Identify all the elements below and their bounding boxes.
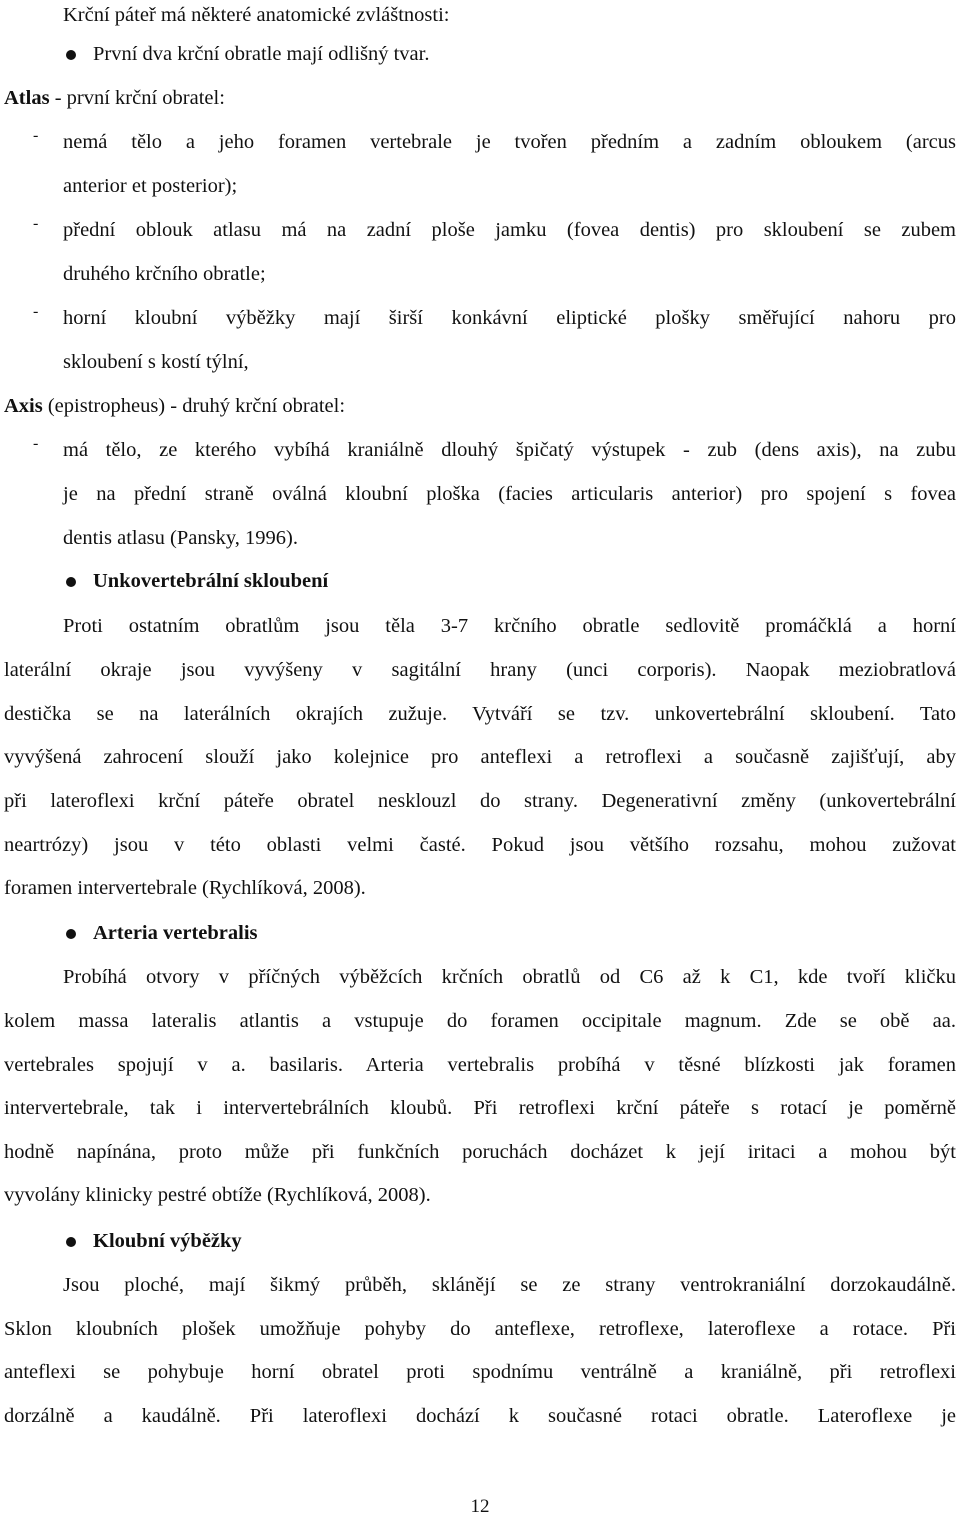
axis-heading-rest: (epistropheus) - druhý krční obratel:: [42, 395, 346, 417]
text-line: Jsou ploché, mají šikmý průběh, sklánějí se ze strany ventrokraniální dorzokaudálně.: [63, 1274, 956, 1296]
section-heading-text: Kloubní výběžky: [93, 1230, 242, 1252]
text-line: neartrózy) jsou v této oblasti velmi časté. Pokud jsou většího rozsahu, mohou zužovat: [4, 834, 956, 856]
atlas-heading-rest: - první krční obratel:: [49, 87, 225, 109]
text-line: intervertebrale, tak i intervertebrálních kloubů. Při retroflexi krční páteře s rotací je poměrně: [4, 1097, 956, 1119]
text-line: kolem massa lateralis atlantis a vstupuje do foramen occipitale magnum. Zde se obě aa.: [4, 1010, 956, 1032]
text-line: dorzálně a kaudálně. Při lateroflexi dochází k současné rotaci obratle. Lateroflexe je: [4, 1405, 956, 1427]
bullet-icon: [66, 575, 80, 589]
text-line: anteflexi se pohybuje horní obratel proti spodnímu ventrálně a kraniálně, při retroflexi: [4, 1361, 956, 1383]
text-line: skloubení s kostí týlní,: [63, 351, 249, 373]
bullet-item: První dva krční obratle mají odlišný tvar.: [93, 43, 430, 65]
bullet-icon: [66, 48, 80, 62]
text-line: vyvolány klinicky pestré obtíže (Rychlíková, 2008).: [4, 1184, 431, 1206]
text-line: anterior et posterior);: [63, 175, 238, 197]
atlas-heading: [4, 83, 956, 113]
bullet-icon: [66, 1235, 80, 1249]
text-line: Proti ostatním obratlům jsou těla 3-7 krčního obratle sedlovitě promáčklá a horní: [63, 615, 956, 637]
text-line: má tělo, ze kterého vybíhá kraniálně dlouhý špičatý výstupek - zub (dens axis), na zubu: [63, 439, 956, 461]
section-heading-text: Unkovertebrální skloubení: [93, 570, 329, 592]
text-line: dentis atlasu (Pansky, 1996).: [63, 527, 298, 549]
page-number: 12: [470, 1496, 490, 1517]
text-line: přední oblouk atlasu má na zadní ploše jamku (fovea dentis) pro skloubení se zubem: [63, 219, 956, 241]
dash-marker: -: [33, 303, 39, 320]
text-line: vyvýšená zahrocení slouží jako kolejnice pro anteflexi a retroflexi a současně zajišťují, aby: [4, 746, 956, 768]
text-line: druhého krčního obratle;: [63, 263, 266, 285]
text-line: při lateroflexi krční páteře obratel nesklouzl do strany. Degenerativní změny (unkovertebrální: [4, 790, 956, 812]
axis-label: Axis: [4, 395, 43, 417]
atlas-label: Atlas: [4, 87, 50, 109]
text-line: laterální okraje jsou vyvýšeny v sagitální hrany (unci corporis). Naopak meziobratlová: [4, 659, 956, 681]
section-heading-arteria: [93, 918, 956, 948]
text-line: foramen intervertebrale (Rychlíková, 2008).: [4, 877, 366, 899]
text-line: nemá tělo a jeho foramen vertebrale je tvořen předním a zadním obloukem (arcus: [63, 131, 956, 153]
dash-marker: -: [33, 215, 39, 232]
text-line: Sklon kloubních plošek umožňuje pohyby do anteflexe, retroflexe, lateroflexe a rotace. Při: [4, 1318, 956, 1340]
text-line: Probíhá otvory v příčných výběžcích krčních obratlů od C6 až k C1, kde tvoří kličku: [63, 966, 956, 988]
section-heading-kloubni: [93, 1226, 956, 1256]
dash-marker: -: [33, 127, 39, 144]
section-heading-text: Arteria vertebralis: [93, 922, 258, 944]
section-heading-unkovertebralni: [93, 566, 956, 596]
text-line: vertebrales spojují v a. basilaris. Arteria vertebralis probíhá v těsné blízkosti jak foramen: [4, 1054, 956, 1076]
text-line: horní kloubní výběžky mají širší konkávní eliptické plošky směřující nahoru pro: [63, 307, 956, 329]
text-line: je na přední straně oválná kloubní ploška (facies articularis anterior) pro spojení s fovea: [63, 483, 956, 505]
text-line: Krční páteř má některé anatomické zvláštnosti:: [63, 4, 450, 26]
text-line: hodně napínána, proto může při funkčních poruchách docházet k její iritaci a mohou být: [4, 1141, 956, 1163]
bullet-icon: [66, 927, 80, 941]
dash-marker: -: [33, 435, 39, 452]
axis-heading: [4, 391, 956, 421]
text-line: destička se na laterálních okrajích zužuje. Vytváří se tzv. unkovertebrální skloubení. Tato: [4, 703, 956, 725]
